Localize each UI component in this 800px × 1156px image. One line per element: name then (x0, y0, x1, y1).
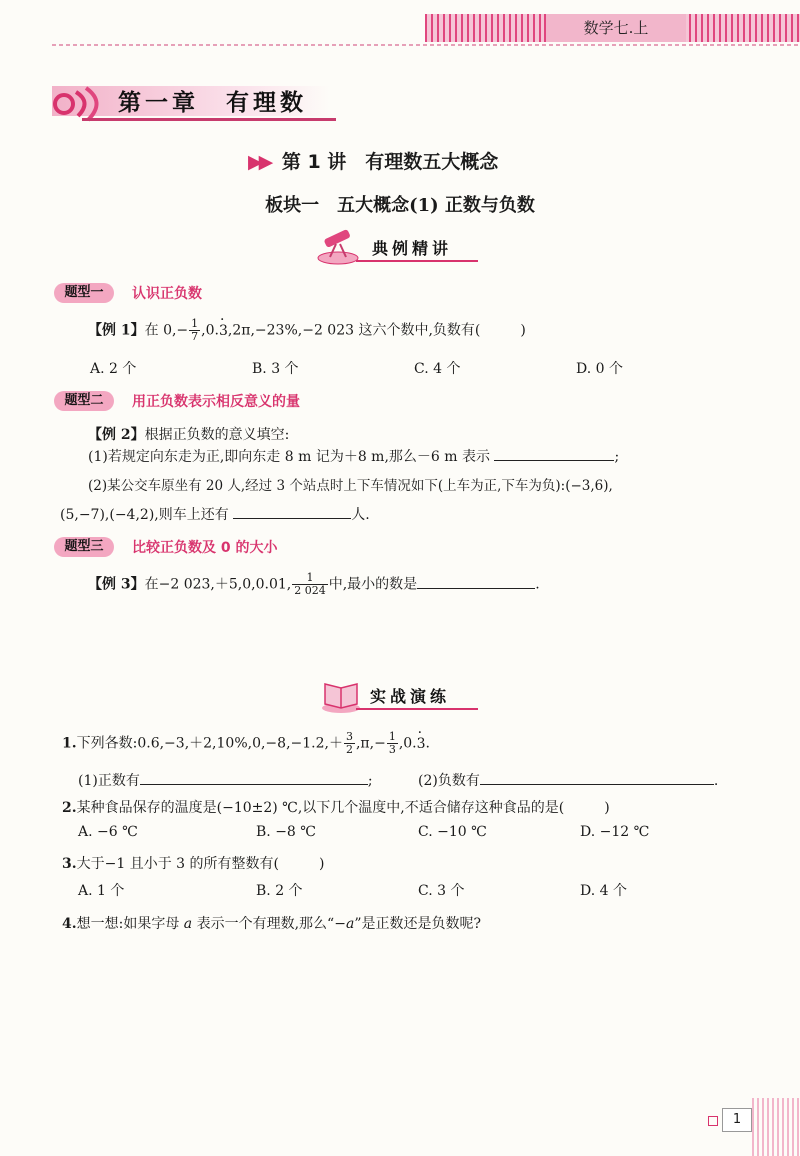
practice-2-number: 2. (62, 800, 77, 816)
example-1-text-a: 在 0,− (144, 322, 189, 339)
examples-badge-underline (356, 260, 478, 262)
fraction-numerator: 1 (191, 317, 199, 330)
practice-4-text-b: 表示一个有理数,那么“− (192, 916, 346, 932)
practice-1-sub1-end: ; (367, 773, 373, 789)
practice-4-question (62, 913, 481, 933)
telescope-icon (314, 226, 362, 266)
examples-badge-title: 典例精讲 (372, 239, 453, 258)
practice-1-end: . (425, 735, 430, 752)
fraction-numerator: 1 (388, 730, 396, 743)
chapter-underline (82, 118, 336, 121)
practice-2-option-c: C. −10 ℃ (418, 824, 487, 840)
lecture-title: 第 1 讲 有理数五大概念 (281, 151, 499, 173)
example-2-label: 【例 2】 (88, 427, 145, 443)
double-arrow-icon: ▶▶ (248, 151, 270, 173)
example-1-label: 【例 1】 (88, 322, 145, 339)
fraction-denominator: 3 (388, 743, 396, 756)
example-3-label: 【例 3】 (88, 576, 145, 593)
example-2-q2-line2 (60, 504, 370, 524)
practice-badge-underline (356, 708, 478, 710)
fraction-denominator: 7 (191, 330, 199, 343)
practice-2-question (62, 797, 610, 817)
practice-3-option-a: A. 1 个 (78, 883, 125, 899)
practice-1-sub1 (78, 770, 373, 790)
example-1-option-d: D. 0 个 (576, 361, 623, 377)
example-2-q1 (88, 446, 619, 466)
example-1-option-b: B. 3 个 (252, 361, 299, 377)
header-subject-label: 数学七.上 (544, 14, 686, 42)
practice-1-text-b: ,π,− (355, 735, 386, 752)
answer-blank[interactable] (140, 772, 368, 785)
chapter-swirl-icon (52, 82, 112, 122)
example-3-question (88, 572, 540, 597)
fraction-numerator: 1 (292, 572, 328, 585)
practice-2-option-b: B. −8 ℃ (256, 824, 316, 840)
example-1-option-c: C. 4 个 (414, 361, 461, 377)
example-1-option-a: A. 2 个 (90, 361, 137, 377)
example-2-q1-end: ; (614, 449, 620, 465)
example-3-text-a: 在−2 023,＋5,0,0.01, (144, 576, 292, 593)
practice-1-number: 1. (62, 735, 77, 752)
practice-1-sub2 (418, 770, 718, 790)
type-title-3: 比较正负数及 0 的大小 (132, 540, 278, 556)
practice-2-option-d: D. −12 ℃ (580, 824, 650, 840)
repeating-digit: 3 · (417, 736, 426, 752)
practice-2-text: 某种食品保存的温度是(−10±2) ℃,以下几个温度中,不适合储存这种食品的是( (76, 800, 565, 816)
example-3-end: . (535, 576, 540, 593)
practice-4-number: 4. (62, 916, 77, 932)
header-divider (52, 44, 800, 46)
practice-2-option-a: A. −6 ℃ (78, 824, 138, 840)
page-number: 1 (722, 1108, 752, 1132)
example-2-q1-text: (1)若规定向东走为正,即向东走 8 m 记为＋8 m,那么－6 m 表示 (88, 449, 490, 465)
practice-2-close-paren: ) (604, 800, 610, 816)
variable-a: a (183, 916, 193, 932)
practice-badge-title: 实战演练 (370, 687, 451, 706)
example-1-question (88, 318, 526, 343)
practice-1-sub2-end: . (713, 773, 719, 789)
example-2-intro (88, 424, 289, 444)
practice-1-sub2-label: (2)负数有 (418, 773, 480, 789)
practice-3-option-c: C. 3 个 (418, 883, 465, 899)
practice-1-sub1-label: (1)正数有 (78, 773, 140, 789)
footer-stripe-decoration (752, 1098, 800, 1156)
fraction-1-7 (189, 318, 200, 343)
practice-4-text-a: 想一想:如果字母 (76, 916, 184, 932)
footer-square-icon (708, 1116, 718, 1126)
practice-3-number: 3. (62, 856, 77, 872)
example-1-text-c: ,2π,−23%,−2 023 这六个数中,负数有( (227, 322, 481, 339)
practice-3-text: 大于−1 且小于 3 的所有整数有( (76, 856, 279, 872)
fraction-3-2 (344, 731, 355, 756)
variable-a: a (345, 916, 355, 932)
repeating-digit: 3 · (219, 323, 228, 339)
practice-3-close-paren: ) (318, 856, 325, 872)
example-2-intro-text: 根据正负数的意义填空: (144, 427, 290, 443)
fraction-numerator: 3 (345, 730, 353, 743)
answer-blank[interactable] (480, 772, 714, 785)
example-2-q2-text: (5,−7),(−4,2),则车上还有 (60, 507, 229, 523)
answer-blank[interactable] (233, 506, 351, 519)
type-title-1: 认识正负数 (132, 286, 202, 302)
example-3-text-b: 中,最小的数是 (328, 576, 418, 593)
example-1-text-b: ,0. (201, 322, 219, 339)
fraction-1-3 (387, 731, 398, 756)
type-tag-3: 题型三 (54, 537, 114, 557)
type-title-2: 用正负数表示相反意义的量 (132, 394, 300, 410)
example-1-close-paren: ) (520, 322, 526, 339)
example-2-q2-end: 人. (351, 507, 370, 523)
practice-3-question (62, 853, 324, 873)
type-tag-2: 题型二 (54, 391, 114, 411)
example-2-q2-line1: (2)某公交车原坐有 20 人,经过 3 个站点时上下车情况如下(上车为正,下车为负):(−3,6), (88, 478, 613, 494)
chapter-title: 第一章 有理数 (118, 90, 307, 116)
type-tag-1: 题型一 (54, 283, 114, 303)
answer-blank[interactable] (494, 448, 614, 461)
practice-4-text-c: ”是正数还是负数呢? (354, 916, 481, 932)
practice-3-option-b: B. 2 个 (256, 883, 303, 899)
practice-3-option-d: D. 4 个 (580, 883, 627, 899)
answer-blank[interactable] (417, 576, 535, 589)
fraction-denominator: 2 024 (294, 584, 326, 597)
block-title: 板块一 五大概念(1) 正数与负数 (265, 195, 535, 216)
practice-1-text-c: ,0. (398, 735, 417, 752)
practice-1-text-a: 下列各数:0.6,−3,＋2,10%,0,−8,−1.2,＋ (76, 735, 343, 752)
fraction-1-2024 (292, 572, 328, 597)
fraction-denominator: 2 (345, 743, 353, 756)
lecture-heading (248, 147, 498, 174)
practice-1-question (62, 731, 430, 756)
